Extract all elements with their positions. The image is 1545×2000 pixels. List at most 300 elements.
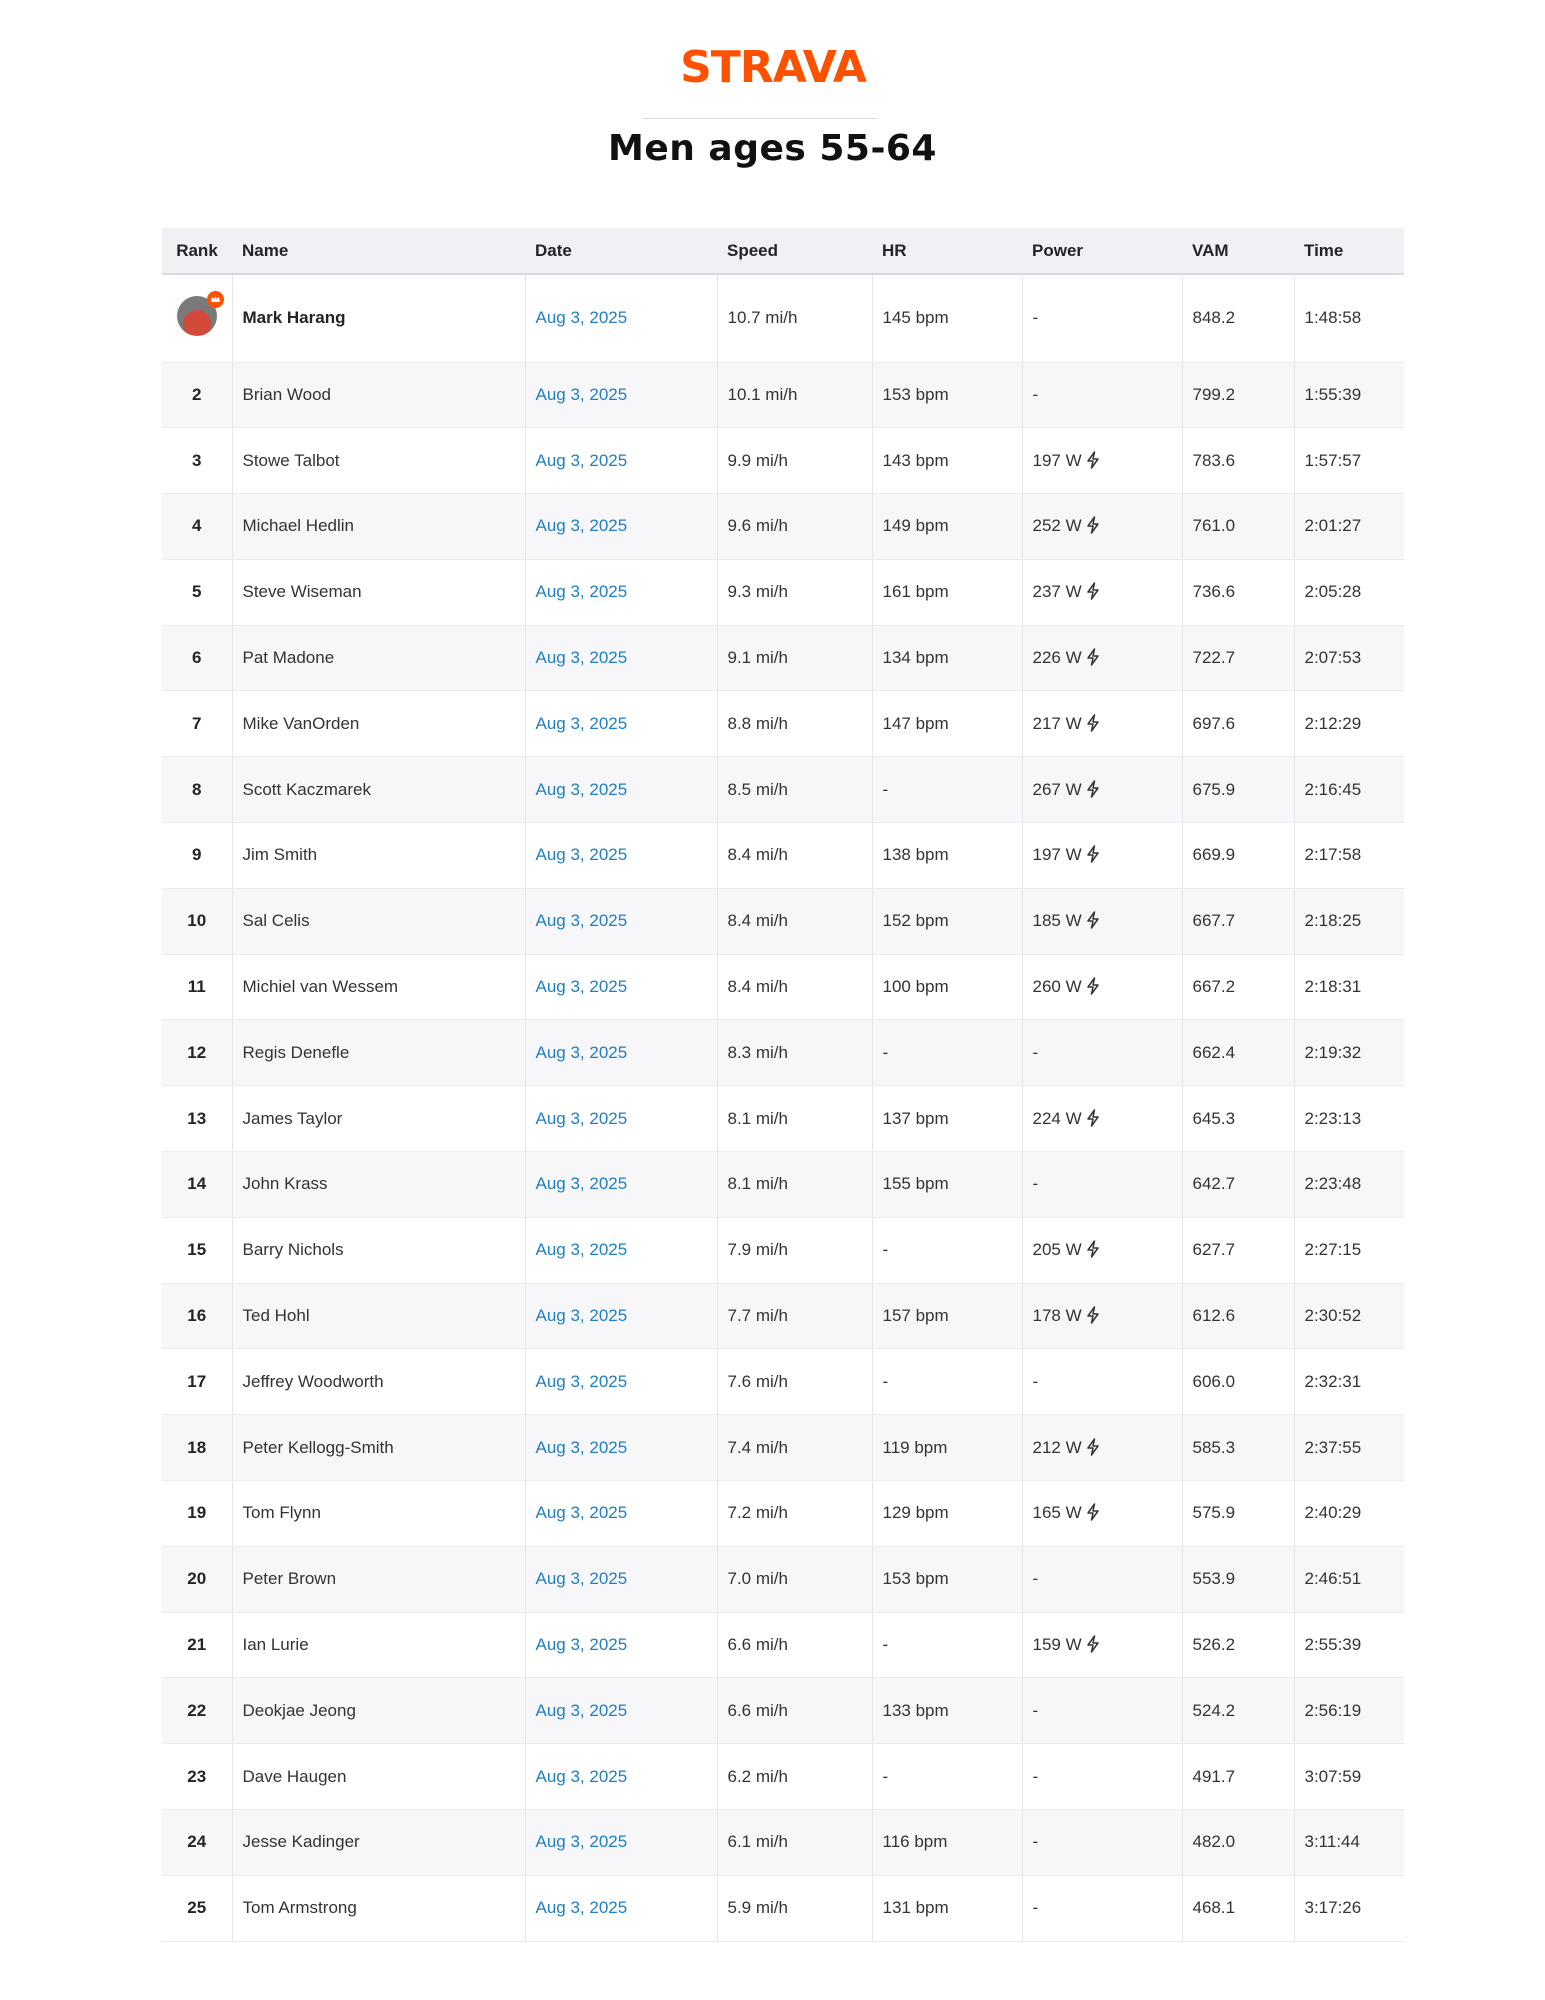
time-cell: 2:55:39 — [1294, 1612, 1404, 1678]
activity-date-link[interactable]: Aug 3, 2025 — [535, 384, 628, 404]
hr-cell: 100 bpm — [872, 954, 1022, 1020]
activity-date-link[interactable]: Aug 3, 2025 — [535, 911, 628, 931]
power-value: 267 W — [1032, 779, 1082, 799]
table-row — [162, 1415, 1404, 1481]
hr-cell: 147 bpm — [872, 691, 1022, 757]
time-cell: 2:17:58 — [1294, 823, 1404, 889]
column-header-hr[interactable]: HR — [872, 228, 1022, 274]
table-row — [162, 888, 1404, 954]
leaderboard-body — [162, 274, 1404, 1941]
athlete-name[interactable]: Dave Haugen — [232, 1744, 525, 1810]
athlete-name[interactable]: Steve Wiseman — [232, 559, 525, 625]
rank-cell: 10 — [162, 888, 232, 954]
rank-cell: 16 — [162, 1283, 232, 1349]
hr-cell: 143 bpm — [872, 428, 1022, 494]
speed-cell: 8.3 mi/h — [717, 1020, 872, 1086]
hr-cell: 157 bpm — [872, 1283, 1022, 1349]
speed-cell: 8.4 mi/h — [717, 954, 872, 1020]
power-value: 185 W — [1032, 911, 1082, 931]
activity-date-link[interactable]: Aug 3, 2025 — [535, 1042, 628, 1062]
column-header-time[interactable]: Time — [1294, 228, 1404, 274]
date-cell — [525, 1283, 717, 1349]
athlete-name[interactable]: Michiel van Wessem — [232, 954, 525, 1020]
date-cell — [525, 1875, 717, 1941]
lightning-bolt-icon — [1085, 582, 1101, 600]
leaderboard-table — [162, 228, 1404, 1942]
power-cell — [1022, 559, 1182, 625]
date-cell — [525, 1546, 717, 1612]
lightning-bolt-icon — [1085, 911, 1101, 929]
table-row — [162, 559, 1404, 625]
athlete-name[interactable]: Scott Kaczmarek — [232, 757, 525, 823]
rank-cell: 22 — [162, 1678, 232, 1744]
lightning-bolt-icon — [1085, 1503, 1101, 1521]
power-value: 260 W — [1032, 977, 1082, 997]
power-cell — [1022, 274, 1182, 362]
power-value: - — [1032, 1898, 1039, 1918]
activity-date-link[interactable]: Aug 3, 2025 — [535, 1569, 628, 1589]
vam-cell: 585.3 — [1182, 1415, 1294, 1481]
power-cell — [1022, 1546, 1182, 1612]
page-title: Men ages 55-64 — [608, 128, 937, 169]
rank-cell: 18 — [162, 1415, 232, 1481]
lightning-bolt-icon — [1085, 451, 1101, 469]
vam-cell: 468.1 — [1182, 1875, 1294, 1941]
activity-date-link[interactable]: Aug 3, 2025 — [535, 1832, 628, 1852]
power-cell — [1022, 1020, 1182, 1086]
vam-cell: 606.0 — [1182, 1349, 1294, 1415]
time-cell: 2:18:25 — [1294, 888, 1404, 954]
rank-cell: 20 — [162, 1546, 232, 1612]
rank-cell: 25 — [162, 1875, 232, 1941]
power-cell — [1022, 823, 1182, 889]
activity-date-link[interactable]: Aug 3, 2025 — [535, 1503, 628, 1523]
power-value: 205 W — [1032, 1240, 1082, 1260]
rank-cell: 4 — [162, 494, 232, 560]
activity-date-link[interactable]: Aug 3, 2025 — [535, 1437, 628, 1457]
table-row — [162, 1481, 1404, 1547]
rank-cell — [162, 274, 232, 362]
vam-cell: 491.7 — [1182, 1744, 1294, 1810]
column-header-date[interactable]: Date — [525, 228, 717, 274]
activity-date-link[interactable]: Aug 3, 2025 — [535, 779, 628, 799]
athlete-name[interactable]: Deokjae Jeong — [232, 1678, 525, 1744]
time-cell: 2:46:51 — [1294, 1546, 1404, 1612]
power-cell — [1022, 1875, 1182, 1941]
athlete-name[interactable]: James Taylor — [232, 1086, 525, 1152]
table-row — [162, 1546, 1404, 1612]
vam-cell: 642.7 — [1182, 1152, 1294, 1218]
rank-cell: 14 — [162, 1152, 232, 1218]
lightning-bolt-icon — [1085, 1438, 1101, 1456]
time-cell: 2:19:32 — [1294, 1020, 1404, 1086]
athlete-name[interactable]: Tom Armstrong — [232, 1875, 525, 1941]
power-cell — [1022, 1152, 1182, 1218]
speed-cell: 8.1 mi/h — [717, 1152, 872, 1218]
rank-cell: 8 — [162, 757, 232, 823]
vam-cell: 761.0 — [1182, 494, 1294, 560]
power-cell — [1022, 1086, 1182, 1152]
date-cell — [525, 823, 717, 889]
athlete-name[interactable]: Pat Madone — [232, 625, 525, 691]
speed-cell: 10.7 mi/h — [717, 274, 872, 362]
vam-cell: 736.6 — [1182, 559, 1294, 625]
activity-date-link[interactable]: Aug 3, 2025 — [535, 582, 628, 602]
power-value: 197 W — [1032, 450, 1082, 470]
svg-text:STRAVA: STRAVA — [679, 42, 866, 90]
rank-cell: 9 — [162, 823, 232, 889]
date-cell — [525, 1217, 717, 1283]
activity-date-link[interactable]: Aug 3, 2025 — [535, 1240, 628, 1260]
power-cell — [1022, 757, 1182, 823]
activity-date-link[interactable]: Aug 3, 2025 — [535, 450, 628, 470]
speed-cell: 8.1 mi/h — [717, 1086, 872, 1152]
power-value: - — [1032, 1174, 1039, 1194]
power-cell — [1022, 1283, 1182, 1349]
vam-cell: 482.0 — [1182, 1810, 1294, 1876]
table-row — [162, 428, 1404, 494]
vam-cell: 662.4 — [1182, 1020, 1294, 1086]
hr-cell: 145 bpm — [872, 274, 1022, 362]
vam-cell: 612.6 — [1182, 1283, 1294, 1349]
date-cell — [525, 888, 717, 954]
vam-cell: 526.2 — [1182, 1612, 1294, 1678]
power-value: 224 W — [1032, 1108, 1082, 1128]
power-value: 159 W — [1032, 1635, 1082, 1655]
power-value: 237 W — [1032, 582, 1082, 602]
power-cell — [1022, 1217, 1182, 1283]
rank-cell: 17 — [162, 1349, 232, 1415]
table-row — [162, 823, 1404, 889]
athlete-name[interactable]: Mike VanOrden — [232, 691, 525, 757]
table-row — [162, 1810, 1404, 1876]
date-cell — [525, 625, 717, 691]
column-header-power[interactable]: Power — [1022, 228, 1182, 274]
hr-cell: 134 bpm — [872, 625, 1022, 691]
speed-cell: 7.2 mi/h — [717, 1481, 872, 1547]
speed-cell: 8.4 mi/h — [717, 888, 872, 954]
vam-cell: 697.6 — [1182, 691, 1294, 757]
speed-cell: 7.9 mi/h — [717, 1217, 872, 1283]
hr-cell: 138 bpm — [872, 823, 1022, 889]
speed-cell: 5.9 mi/h — [717, 1875, 872, 1941]
date-cell — [525, 1152, 717, 1218]
time-cell: 2:07:53 — [1294, 625, 1404, 691]
avatar[interactable] — [177, 296, 217, 336]
hr-cell: 131 bpm — [872, 1875, 1022, 1941]
column-header-vam[interactable]: VAM — [1182, 228, 1294, 274]
vam-cell: 667.7 — [1182, 888, 1294, 954]
hr-cell: 152 bpm — [872, 888, 1022, 954]
logo-divider — [642, 118, 878, 119]
column-header-name[interactable]: Name — [232, 228, 525, 274]
power-value: 252 W — [1032, 516, 1082, 536]
vam-cell: 645.3 — [1182, 1086, 1294, 1152]
date-cell — [525, 1086, 717, 1152]
rank-cell: 23 — [162, 1744, 232, 1810]
power-value: 178 W — [1032, 1306, 1082, 1326]
hr-cell: 137 bpm — [872, 1086, 1022, 1152]
athlete-name[interactable]: Michael Hedlin — [232, 494, 525, 560]
activity-date-link[interactable]: Aug 3, 2025 — [535, 713, 628, 733]
table-row — [162, 1744, 1404, 1810]
table-row — [162, 1086, 1404, 1152]
hr-cell: 119 bpm — [872, 1415, 1022, 1481]
date-cell — [525, 1020, 717, 1086]
athlete-name[interactable]: Stowe Talbot — [232, 428, 525, 494]
date-cell — [525, 274, 717, 362]
time-cell: 2:27:15 — [1294, 1217, 1404, 1283]
athlete-name[interactable]: Peter Brown — [232, 1546, 525, 1612]
activity-date-link[interactable]: Aug 3, 2025 — [535, 845, 628, 865]
date-cell — [525, 757, 717, 823]
table-row — [162, 362, 1404, 428]
speed-cell: 9.6 mi/h — [717, 494, 872, 560]
time-cell: 2:40:29 — [1294, 1481, 1404, 1547]
table-row — [162, 1349, 1404, 1415]
athlete-name[interactable]: Peter Kellogg-Smith — [232, 1415, 525, 1481]
power-cell — [1022, 1810, 1182, 1876]
crown-icon — [207, 291, 224, 308]
activity-date-link[interactable]: Aug 3, 2025 — [535, 1700, 628, 1720]
date-cell — [525, 691, 717, 757]
rank-cell: 12 — [162, 1020, 232, 1086]
hr-cell: - — [872, 1217, 1022, 1283]
table-row — [162, 1217, 1404, 1283]
power-cell — [1022, 691, 1182, 757]
table-row — [162, 494, 1404, 560]
vam-cell: 799.2 — [1182, 362, 1294, 428]
power-value: - — [1032, 1766, 1039, 1786]
activity-date-link[interactable]: Aug 3, 2025 — [535, 516, 628, 536]
date-cell — [525, 1678, 717, 1744]
strava-wordmark — [678, 42, 868, 90]
date-cell — [525, 428, 717, 494]
date-cell — [525, 1612, 717, 1678]
athlete-name[interactable]: Ian Lurie — [232, 1612, 525, 1678]
power-cell — [1022, 954, 1182, 1020]
hr-cell: - — [872, 1612, 1022, 1678]
vam-cell: 675.9 — [1182, 757, 1294, 823]
rank-cell: 13 — [162, 1086, 232, 1152]
power-cell — [1022, 494, 1182, 560]
time-cell: 3:11:44 — [1294, 1810, 1404, 1876]
activity-date-link[interactable]: Aug 3, 2025 — [535, 1108, 628, 1128]
hr-cell: 153 bpm — [872, 362, 1022, 428]
speed-cell: 6.6 mi/h — [717, 1612, 872, 1678]
rank-cell: 19 — [162, 1481, 232, 1547]
hr-cell: - — [872, 1349, 1022, 1415]
table-row — [162, 691, 1404, 757]
time-cell: 1:55:39 — [1294, 362, 1404, 428]
lightning-bolt-icon — [1085, 1109, 1101, 1127]
date-cell — [525, 1810, 717, 1876]
power-value: 165 W — [1032, 1503, 1082, 1523]
table-header-row — [162, 228, 1404, 274]
hr-cell: 129 bpm — [872, 1481, 1022, 1547]
time-cell: 3:07:59 — [1294, 1744, 1404, 1810]
athlete-name[interactable]: Jesse Kadinger — [232, 1810, 525, 1876]
power-value: 226 W — [1032, 648, 1082, 668]
speed-cell: 7.4 mi/h — [717, 1415, 872, 1481]
athlete-name[interactable]: Barry Nichols — [232, 1217, 525, 1283]
rank-cell: 15 — [162, 1217, 232, 1283]
hr-cell: - — [872, 1744, 1022, 1810]
rank-cell: 2 — [162, 362, 232, 428]
table-row — [162, 1152, 1404, 1218]
column-header-speed[interactable]: Speed — [717, 228, 872, 274]
time-cell: 2:30:52 — [1294, 1283, 1404, 1349]
lightning-bolt-icon — [1085, 977, 1101, 995]
speed-cell: 8.5 mi/h — [717, 757, 872, 823]
vam-cell: 627.7 — [1182, 1217, 1294, 1283]
athlete-name[interactable]: Brian Wood — [232, 362, 525, 428]
power-cell — [1022, 1612, 1182, 1678]
power-cell — [1022, 1349, 1182, 1415]
speed-cell: 6.2 mi/h — [717, 1744, 872, 1810]
activity-date-link[interactable]: Aug 3, 2025 — [535, 308, 628, 328]
lightning-bolt-icon — [1085, 714, 1101, 732]
speed-cell: 7.7 mi/h — [717, 1283, 872, 1349]
hr-cell: 116 bpm — [872, 1810, 1022, 1876]
speed-cell: 8.4 mi/h — [717, 823, 872, 889]
lightning-bolt-icon — [1085, 516, 1101, 534]
activity-date-link[interactable]: Aug 3, 2025 — [535, 1766, 628, 1786]
date-cell — [525, 362, 717, 428]
activity-date-link[interactable]: Aug 3, 2025 — [535, 1635, 628, 1655]
time-cell: 3:17:26 — [1294, 1875, 1404, 1941]
lightning-bolt-icon — [1085, 780, 1101, 798]
time-cell: 2:56:19 — [1294, 1678, 1404, 1744]
hr-cell: 155 bpm — [872, 1152, 1022, 1218]
rank-cell: 3 — [162, 428, 232, 494]
activity-date-link[interactable]: Aug 3, 2025 — [535, 977, 628, 997]
athlete-name[interactable]: Jeffrey Woodworth — [232, 1349, 525, 1415]
rank-cell: 6 — [162, 625, 232, 691]
power-cell — [1022, 888, 1182, 954]
lightning-bolt-icon — [1085, 1306, 1101, 1324]
power-cell — [1022, 1744, 1182, 1810]
hr-cell: 161 bpm — [872, 559, 1022, 625]
power-cell — [1022, 362, 1182, 428]
table-row — [162, 1020, 1404, 1086]
time-cell: 1:48:58 — [1294, 274, 1404, 362]
time-cell: 2:12:29 — [1294, 691, 1404, 757]
date-cell — [525, 1415, 717, 1481]
date-cell — [525, 954, 717, 1020]
table-row — [162, 625, 1404, 691]
table-row — [162, 1875, 1404, 1941]
date-cell — [525, 559, 717, 625]
lightning-bolt-icon — [1085, 648, 1101, 666]
rank-cell: 21 — [162, 1612, 232, 1678]
vam-cell: 553.9 — [1182, 1546, 1294, 1612]
time-cell: 1:57:57 — [1294, 428, 1404, 494]
table-row — [162, 274, 1404, 362]
time-cell: 2:16:45 — [1294, 757, 1404, 823]
table-row — [162, 954, 1404, 1020]
athlete-name[interactable]: Ted Hohl — [232, 1283, 525, 1349]
date-cell — [525, 1481, 717, 1547]
athlete-name[interactable]: John Krass — [232, 1152, 525, 1218]
athlete-name[interactable]: Sal Celis — [232, 888, 525, 954]
hr-cell: 133 bpm — [872, 1678, 1022, 1744]
speed-cell: 7.6 mi/h — [717, 1349, 872, 1415]
date-cell — [525, 494, 717, 560]
power-value: - — [1032, 1569, 1039, 1589]
power-value: - — [1032, 1042, 1039, 1062]
lightning-bolt-icon — [1085, 1240, 1101, 1258]
date-cell — [525, 1349, 717, 1415]
activity-date-link[interactable]: Aug 3, 2025 — [535, 1371, 628, 1391]
lightning-bolt-icon — [1085, 1635, 1101, 1653]
power-cell — [1022, 1678, 1182, 1744]
rank-cell: 11 — [162, 954, 232, 1020]
vam-cell: 669.9 — [1182, 823, 1294, 889]
table-row — [162, 757, 1404, 823]
rank-cell: 24 — [162, 1810, 232, 1876]
activity-date-link[interactable]: Aug 3, 2025 — [535, 1174, 628, 1194]
power-value: - — [1032, 308, 1039, 328]
vam-cell: 783.6 — [1182, 428, 1294, 494]
power-value: - — [1032, 1371, 1039, 1391]
hr-cell: 149 bpm — [872, 494, 1022, 560]
speed-cell: 6.6 mi/h — [717, 1678, 872, 1744]
table-row — [162, 1678, 1404, 1744]
activity-date-link[interactable]: Aug 3, 2025 — [535, 1898, 628, 1918]
strava-logo[interactable] — [0, 42, 1545, 95]
activity-date-link[interactable]: Aug 3, 2025 — [535, 648, 628, 668]
time-cell: 2:05:28 — [1294, 559, 1404, 625]
speed-cell: 9.1 mi/h — [717, 625, 872, 691]
vam-cell: 722.7 — [1182, 625, 1294, 691]
column-header-rank[interactable]: Rank — [162, 228, 232, 274]
time-cell: 2:23:13 — [1294, 1086, 1404, 1152]
power-value: - — [1032, 1700, 1039, 1720]
vam-cell: 848.2 — [1182, 274, 1294, 362]
speed-cell: 10.1 mi/h — [717, 362, 872, 428]
time-cell: 2:32:31 — [1294, 1349, 1404, 1415]
vam-cell: 575.9 — [1182, 1481, 1294, 1547]
time-cell: 2:01:27 — [1294, 494, 1404, 560]
activity-date-link[interactable]: Aug 3, 2025 — [535, 1306, 628, 1326]
hr-cell: 153 bpm — [872, 1546, 1022, 1612]
speed-cell: 8.8 mi/h — [717, 691, 872, 757]
power-value: - — [1032, 1832, 1039, 1852]
power-cell — [1022, 625, 1182, 691]
power-value: 197 W — [1032, 845, 1082, 865]
athlete-name[interactable]: Jim Smith — [232, 823, 525, 889]
time-cell: 2:18:31 — [1294, 954, 1404, 1020]
athlete-name[interactable]: Mark Harang — [232, 274, 525, 362]
speed-cell: 9.9 mi/h — [717, 428, 872, 494]
lightning-bolt-icon — [1085, 845, 1101, 863]
power-value: - — [1032, 384, 1039, 404]
table-row — [162, 1283, 1404, 1349]
power-cell — [1022, 428, 1182, 494]
power-value: 212 W — [1032, 1437, 1082, 1457]
table-row — [162, 1612, 1404, 1678]
speed-cell: 6.1 mi/h — [717, 1810, 872, 1876]
vam-cell: 524.2 — [1182, 1678, 1294, 1744]
speed-cell: 9.3 mi/h — [717, 559, 872, 625]
time-cell: 2:23:48 — [1294, 1152, 1404, 1218]
hr-cell: - — [872, 1020, 1022, 1086]
time-cell: 2:37:55 — [1294, 1415, 1404, 1481]
athlete-name[interactable]: Tom Flynn — [232, 1481, 525, 1547]
athlete-name[interactable]: Regis Denefle — [232, 1020, 525, 1086]
rank-cell: 5 — [162, 559, 232, 625]
